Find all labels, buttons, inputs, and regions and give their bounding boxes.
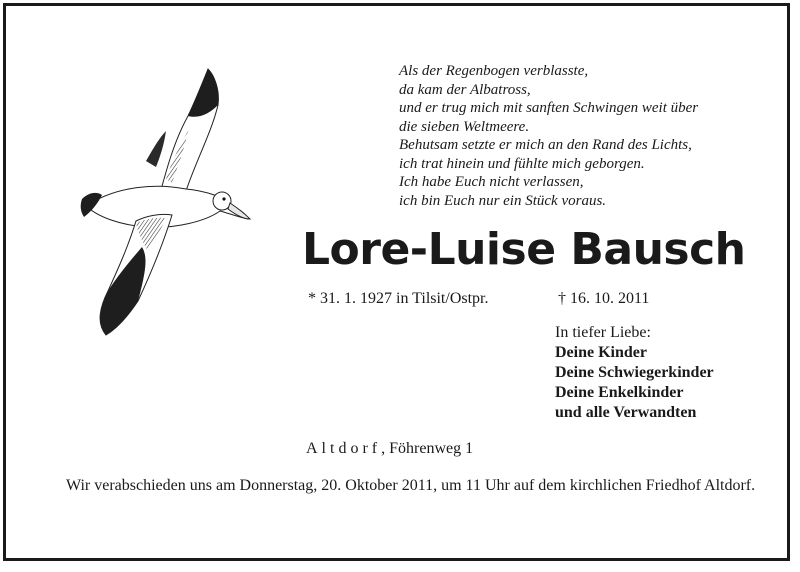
- poem-line: ich bin Euch nur ein Stück voraus.: [399, 192, 607, 209]
- memorial-poem: [399, 62, 759, 210]
- mourner-name: Deine Schwiegerkinder: [555, 364, 714, 381]
- mourners-block: [555, 323, 714, 423]
- poem-line: die sieben Weltmeere.: [399, 118, 530, 135]
- funeral-notice: Wir verabschieden uns am Donnerstag, 20. Oktober 2011, um 11 Uhr auf dem kirchlichen Friedhof Altdorf.: [66, 477, 756, 494]
- albatross-icon: [76, 61, 261, 341]
- poem-line: ich trat hinein und fühlte mich geborgen.: [399, 155, 645, 172]
- deceased-name: Lore-Luise Bausch: [302, 224, 746, 275]
- address-street: , Föhrenweg 1: [381, 440, 474, 457]
- poem-line: und er trug mich mit sanften Schwingen weit über: [399, 100, 699, 116]
- poem-line: Ich habe Euch nicht verlassen,: [399, 174, 584, 190]
- poem-line: Als der Regenbogen verblasste,: [399, 63, 589, 79]
- mourner-name: Deine Kinder: [555, 344, 647, 361]
- birth-date: * 31. 1. 1927 in Tilsit/Ostpr.: [308, 290, 489, 307]
- mourners-intro: In tiefer Liebe:: [555, 324, 651, 341]
- family-address: [306, 440, 473, 458]
- poem-line: da kam der Albatross,: [399, 81, 531, 98]
- mourner-name: und alle Verwandten: [555, 404, 697, 421]
- mourner-name: Deine Enkelkinder: [555, 384, 684, 401]
- death-date: † 16. 10. 2011: [558, 290, 650, 307]
- poem-line: Behutsam setzte er mich an den Rand des Lichts,: [399, 137, 692, 153]
- obituary-card: [3, 3, 790, 561]
- address-town: Altdorf: [306, 440, 382, 457]
